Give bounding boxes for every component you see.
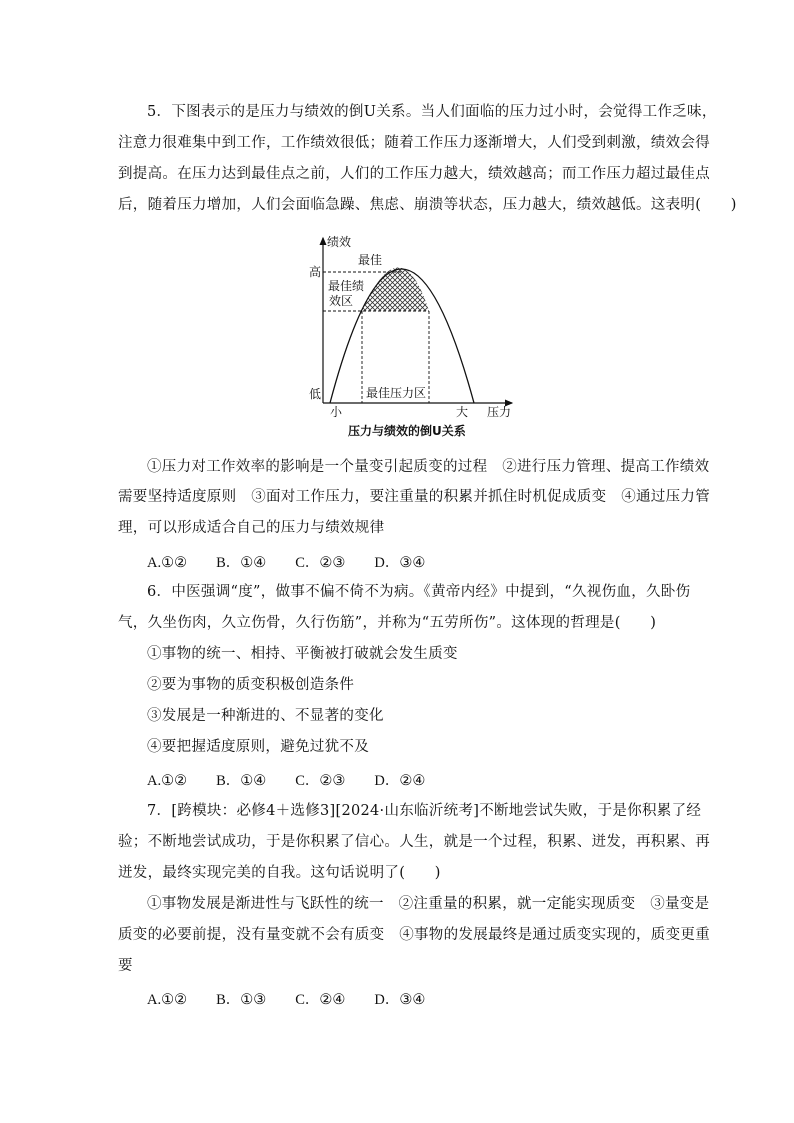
q7-stem-line-2: 验；不断地尝试成功，于是你积累了信心。人生，就是一个过程，积累、迸发，再积累、再 xyxy=(118,834,710,850)
y-low-label: 低 xyxy=(309,387,322,401)
q6-statement-4: ④要把握适度原则，避免过犹不及 xyxy=(147,739,369,755)
pressure-zone-label: 最佳压力区 xyxy=(366,386,427,400)
q6-statement-1: ①事物的统一、相持、平衡被打破就会发生质变 xyxy=(147,646,458,662)
q6-statement-3: ③发展是一种渐进的、不显著的变化 xyxy=(147,708,384,724)
best-performance-zone xyxy=(362,268,429,312)
q5-options: A.①② B．①④ C．②③ D．③④ xyxy=(147,555,426,571)
x-large-label: 大 xyxy=(456,405,469,419)
q7-statement-line-3: 要 xyxy=(118,958,133,974)
q5-stem-line-3: 到提高。在压力达到最佳点之前，人们的工作压力越大，绩效越高；而工作压力超过最佳点 xyxy=(118,166,710,182)
q6-stem-line-1: 6．中医强调“度”，做事不偏不倚不为病。《黄帝内经》中提到，“久视伤血，久卧伤 xyxy=(147,584,691,600)
q6-options: A.①② B．①④ C．②③ D．②④ xyxy=(147,773,426,789)
pressure-performance-figure xyxy=(300,228,540,443)
q5-statement-line-1: ①压力对工作效率的影响是一个量变引起质变的过程 ②进行压力管理、提高工作绩效 xyxy=(147,459,710,475)
q7-statement-line-2: 质变的必要前提，没有量变就不会有质变 ④事物的发展最终是通过质变实现的，质变更重 xyxy=(118,927,710,943)
q5-statement-line-2: 需要坚持适度原则 ③面对工作压力，要注重量的积累并抓住时机促成质变 ④通过压力管 xyxy=(118,489,710,505)
figure-caption: 压力与绩效的倒U关系 xyxy=(348,424,466,438)
q5-stem-line-1: 5．下图表示的是压力与绩效的倒U关系。当人们面临的压力过小时，会觉得工作乏味， xyxy=(147,104,717,120)
y-axis-title: 绩效 xyxy=(327,235,352,249)
q6-statement-2: ②要为事物的质变积极创造条件 xyxy=(147,677,355,693)
q6-stem-line-2: 气，久坐伤肉，久立伤骨，久行伤筋”，并称为“五劳所伤”。这体现的哲理是( ) xyxy=(118,615,657,631)
q7-options: A.①② B．①③ C．②④ D．③④ xyxy=(147,992,426,1008)
q7-statement-line-1: ①事物发展是渐进性与飞跃性的统一 ②注重量的积累，就一定能实现质变 ③量变是 xyxy=(147,896,710,912)
q7-stem-line-1: 7．[跨模块：必修4＋选修3][2024·山东临沂统考]不断地尝试失败，于是你积累了经 xyxy=(147,803,702,819)
zone-label-2: 效区 xyxy=(329,294,354,308)
zone-label-1: 最佳绩 xyxy=(328,279,365,293)
y-high-label: 高 xyxy=(309,265,322,279)
x-axis-title: 压力 xyxy=(487,405,512,419)
peak-label: 最佳 xyxy=(358,253,383,267)
q7-stem-line-3: 迸发，最终实现完美的自我。这句话说明了( ) xyxy=(118,865,441,881)
x-small-label: 小 xyxy=(330,405,343,419)
q5-stem-line-4: 后，随着压力增加，人们会面临急躁、焦虑、崩溃等状态，压力越大，绩效越低。这表明( ) xyxy=(118,197,737,213)
q5-statement-line-3: 理，可以形成适合自己的压力与绩效规律 xyxy=(118,520,385,536)
q5-stem-line-2: 注意力很难集中到工作，工作绩效很低；随着工作压力逐渐增大，人们受到刺激，绩效会得 xyxy=(118,135,710,151)
